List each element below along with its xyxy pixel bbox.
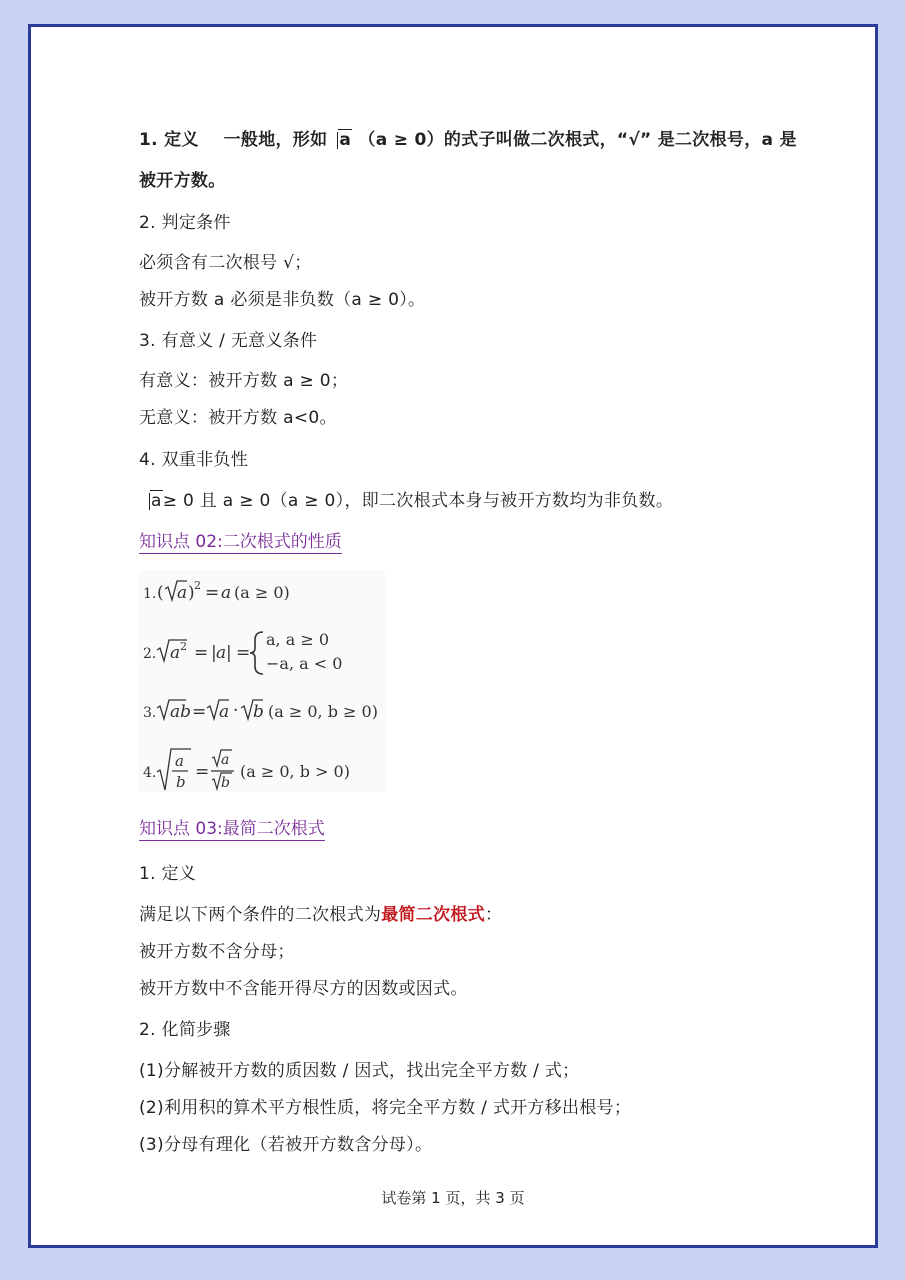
- formula-4-number: 4.: [143, 765, 157, 781]
- svg-text:a: a: [216, 643, 227, 663]
- sqrt-symbol: a: [327, 130, 352, 150]
- definition-line-2: 被开方数。: [139, 171, 226, 191]
- svg-text:=: =: [194, 643, 209, 663]
- definition-text-a: 一般地，形如: [223, 130, 328, 150]
- svg-text:b: b: [221, 775, 230, 791]
- svg-text:ab: ab: [170, 702, 192, 722]
- meaning-title: 3. 有意义 / 无意义条件: [139, 331, 318, 351]
- condition-item-1: 必须含有二次根号 √；: [139, 253, 312, 273]
- kp03-cond-2: 被开方数中不含能开得尽方的因数或因式。: [139, 979, 468, 999]
- svg-text:2: 2: [194, 579, 201, 592]
- kp03-title: 知识点 03:最简二次根式: [139, 814, 325, 841]
- kp02-title: 知识点 02:二次根式的性质: [139, 527, 342, 554]
- kp03-cond-1: 被开方数不含分母；: [139, 942, 295, 962]
- svg-text:=: =: [192, 702, 207, 722]
- svg-text:a: a: [221, 583, 232, 603]
- formula-2-case-1: a, a ≥ 0: [266, 630, 330, 649]
- svg-text:|: |: [211, 643, 217, 663]
- definition-text-b: （a ≥ 0）的式子叫做二次根式，“√” 是二次根号，a 是: [358, 130, 797, 150]
- svg-text:·: ·: [233, 701, 239, 721]
- step-3: (3)分母有理化（若被开方数含分母）。: [139, 1135, 433, 1155]
- highlight-term: 最简二次根式: [381, 905, 486, 925]
- condition-item-2: 被开方数 a 必须是非负数（a ≥ 0）。: [139, 290, 426, 310]
- svg-text:a: a: [221, 752, 230, 768]
- meaning-item-1: 有意义：被开方数 a ≥ 0；: [139, 371, 349, 391]
- svg-text:): ): [188, 583, 195, 603]
- svg-text:b: b: [176, 773, 186, 791]
- kp03-def-text: 满足以下两个条件的二次根式为最简二次根式：: [139, 905, 503, 925]
- dual-title: 4. 双重非负性: [139, 450, 249, 470]
- sqrt-symbol: a: [139, 491, 163, 511]
- formula-1-number: 1.: [143, 586, 157, 602]
- formula-3-condition: (a ≥ 0, b ≥ 0): [268, 702, 378, 721]
- formula-graphic: [139, 570, 385, 792]
- definition-line-1: [139, 125, 797, 150]
- svg-text:(: (: [157, 583, 164, 603]
- svg-text:a: a: [175, 752, 184, 770]
- formula-1-condition: (a ≥ 0): [234, 583, 290, 602]
- formula-2-number: 2.: [143, 646, 157, 662]
- dual-text: a≥ 0 且 a ≥ 0（a ≥ 0），即二次根式本身与被开方数均为非负数。: [139, 486, 673, 511]
- steps-title: 2. 化简步骤: [139, 1020, 231, 1040]
- meaning-item-2: 无意义：被开方数 a<0。: [139, 408, 337, 428]
- svg-text:=: =: [205, 583, 220, 603]
- svg-text:a: a: [219, 702, 230, 722]
- step-2: (2)利用积的算术平方根性质，将完全平方数 / 式开方移出根号；: [139, 1098, 632, 1118]
- kp03-def-title: 1. 定义: [139, 864, 197, 884]
- formula-box: [139, 570, 385, 792]
- svg-text:=: =: [195, 762, 210, 782]
- svg-text:=: =: [236, 643, 251, 663]
- page-frame: [28, 24, 878, 1248]
- svg-text:a: a: [177, 583, 188, 603]
- svg-text:b: b: [253, 702, 264, 722]
- step-1: (1)分解被开方数的质因数 / 因式，找出完全平方数 / 式；: [139, 1061, 580, 1081]
- svg-text:|: |: [226, 643, 232, 663]
- formula-2-case-2: −a, a < 0: [266, 654, 343, 673]
- formula-3-number: 3.: [143, 705, 157, 721]
- formula-4-condition: (a ≥ 0, b > 0): [240, 762, 350, 781]
- page-footer: 试卷第 1 页，共 3 页: [381, 1189, 525, 1207]
- svg-text:a: a: [170, 643, 181, 663]
- svg-text:2: 2: [180, 640, 187, 653]
- condition-title: 2. 判定条件: [139, 213, 231, 233]
- definition-number: 1. 定义: [139, 130, 199, 150]
